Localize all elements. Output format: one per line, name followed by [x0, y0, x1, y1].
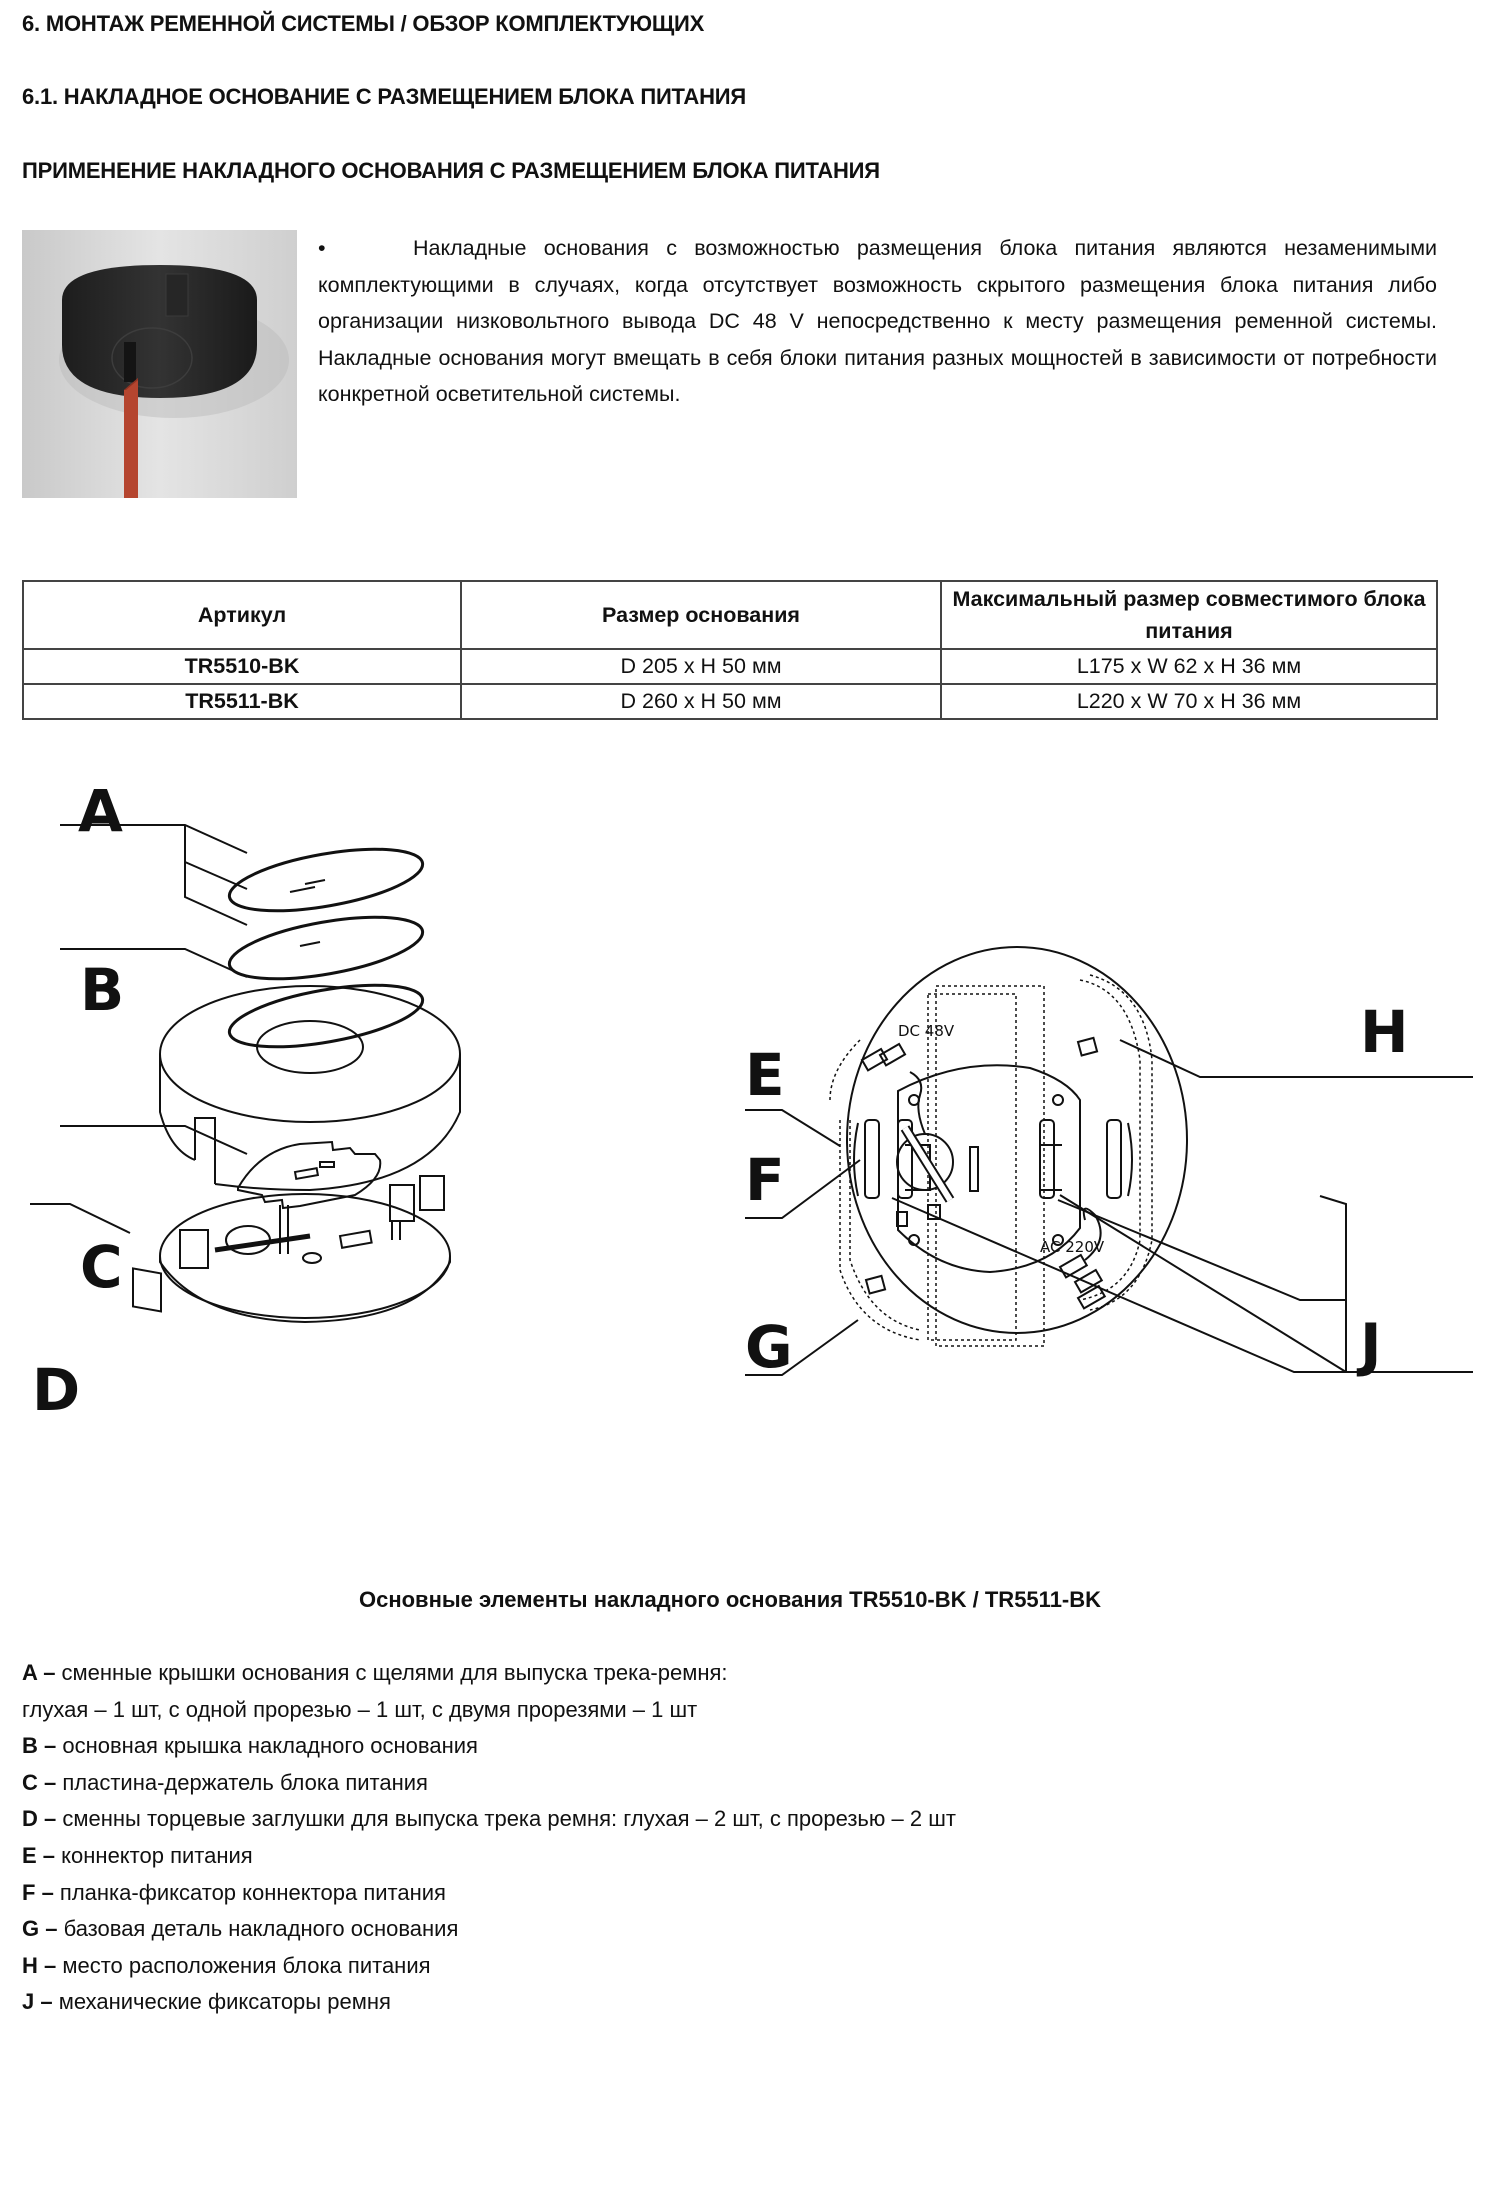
- legend-separator: –: [35, 1879, 60, 1905]
- leader-d: [30, 1204, 130, 1233]
- legend-key: A: [22, 1660, 38, 1685]
- exploded-view: [30, 777, 460, 1424]
- ac-label: AC 220V: [1040, 1238, 1105, 1256]
- legend-item: [22, 1984, 956, 2021]
- legend-text: глухая – 1 шт, с одной прорезью – 1 шт, с двумя прорезями – 1 шт: [22, 1696, 698, 1722]
- ac-terminal: [866, 1038, 1105, 1309]
- topic-heading: ПРИМЕНЕНИЕ НАКЛАДНОГО ОСНОВАНИЯ С РАЗМЕЩЕНИЕМ БЛОКА ПИТАНИЯ: [22, 158, 880, 183]
- column-header-psu-size: Максимальный размер совместимого блока питания: [941, 581, 1437, 649]
- legend-text: планка-фиксатор коннектора питания: [59, 1879, 446, 1905]
- legend-key: G: [22, 1916, 40, 1942]
- legend-separator: –: [37, 1952, 63, 1978]
- legend-text: место расположения блока питания: [62, 1952, 431, 1978]
- leader-c: [60, 1126, 247, 1154]
- label-d: D: [32, 1356, 81, 1424]
- base-part-and-plugs: [133, 1176, 450, 1322]
- legend-separator: –: [37, 1660, 62, 1685]
- section-heading: 6. МОНТАЖ РЕМЕННОЙ СИСТЕМЫ / ОБЗОР КОМПЛЕКТУЮЩИХ: [22, 11, 705, 36]
- legend-separator: –: [39, 1916, 64, 1942]
- table-row: [23, 649, 1437, 684]
- legend-key: H: [22, 1952, 38, 1978]
- figure-caption: Основные элементы накладного основания TR5510-BK / TR5511-BK: [358, 1587, 1102, 1612]
- psu-size-cell: L175 x W 62 x H 36 мм: [941, 649, 1437, 684]
- legend-item: [22, 1838, 956, 1875]
- legend-key: E: [22, 1842, 37, 1868]
- main-cover: [160, 986, 460, 1190]
- legend-key: D: [22, 1806, 38, 1832]
- intro-paragraph: [318, 230, 1437, 413]
- legend-item: [22, 1875, 956, 1912]
- column-header-article: Артикул: [23, 581, 461, 649]
- legend-item: [22, 1948, 956, 1985]
- legend-item: [22, 1801, 956, 1838]
- subsection-heading: 6.1. НАКЛАДНОЕ ОСНОВАНИЕ С РАЗМЕЩЕНИЕМ БЛОКА ПИТАНИЯ: [22, 84, 747, 109]
- label-a: A: [78, 777, 123, 845]
- legend-key: B: [22, 1733, 38, 1759]
- exploded-diagram: [0, 760, 1500, 1560]
- label-f: F: [745, 1146, 785, 1214]
- base-size-cell: D 205 x H 50 мм: [461, 649, 941, 684]
- article-cell: TR5510-BK: [23, 649, 461, 684]
- label-j: J: [1360, 1311, 1382, 1379]
- article-cell: TR5511-BK: [23, 684, 461, 719]
- label-e: E: [745, 1041, 785, 1109]
- belt-track: [124, 378, 138, 498]
- legend-text: коннектор питания: [61, 1842, 253, 1868]
- legend-separator: –: [37, 1733, 63, 1759]
- base-size-cell: D 260 x H 50 мм: [461, 684, 941, 719]
- legend-list: [22, 1655, 956, 2021]
- bullet-icon: •: [318, 236, 326, 260]
- legend-separator: –: [34, 1989, 59, 2015]
- legend-text: сменны торцевые заглушки для выпуска трека ремня: глухая – 2 шт, с прорезью – 2 шт: [62, 1806, 956, 1832]
- replaceable-covers: [225, 837, 427, 1058]
- legend-text: базовая деталь накладного основания: [63, 1916, 459, 1942]
- label-g: G: [745, 1313, 793, 1381]
- label-c: C: [80, 1233, 123, 1301]
- leader-e: [745, 1110, 840, 1146]
- label-b: B: [80, 956, 125, 1024]
- legend-text: механические фиксаторы ремня: [58, 1989, 391, 2015]
- legend-text: пластина-держатель блока питания: [62, 1769, 428, 1795]
- legend-item: [22, 1692, 956, 1729]
- legend-separator: –: [37, 1806, 63, 1832]
- legend-text: основная крышка накладного основания: [62, 1733, 478, 1759]
- legend-separator: –: [36, 1842, 62, 1868]
- legend-item: [22, 1655, 956, 1692]
- leader-j: [1320, 1196, 1473, 1372]
- legend-text: сменные крышки основания с щелями для выпуска трека-ремня:: [61, 1660, 728, 1685]
- legend-item: [22, 1728, 956, 1765]
- table-row: [23, 684, 1437, 719]
- table-header-row: [23, 581, 1437, 649]
- top-view: [745, 947, 1473, 1381]
- leader-h: [1120, 1040, 1473, 1077]
- label-h: H: [1360, 998, 1409, 1066]
- legend-item: [22, 1911, 956, 1948]
- legend-key: J: [22, 1989, 35, 2015]
- psu-size-cell: L220 x W 70 x H 36 мм: [941, 684, 1437, 719]
- product-photo: [22, 230, 297, 498]
- intro-text: Накладные основания с возможностью размещения блока питания являются незаменимыми комплектующими в случаях, когда отсутствует возможность скрытого размещения блока питания либо организации низковольтного вывода DC 48 V непосредственно к месту размещения ременной системы. Накладные основания могут вмещать в себя блоки питания разных мощностей в зависимости от потребности конкретной осветительной системы.: [318, 236, 1437, 406]
- legend-key: C: [22, 1769, 38, 1795]
- legend-separator: –: [37, 1769, 63, 1795]
- column-header-base-size: Размер основания: [461, 581, 941, 649]
- legend-key: F: [22, 1879, 36, 1905]
- dc-label: DC 48V: [898, 1022, 955, 1040]
- spec-table: [22, 580, 1438, 720]
- belt-fixators: [854, 1120, 1132, 1198]
- legend-item: [22, 1765, 956, 1802]
